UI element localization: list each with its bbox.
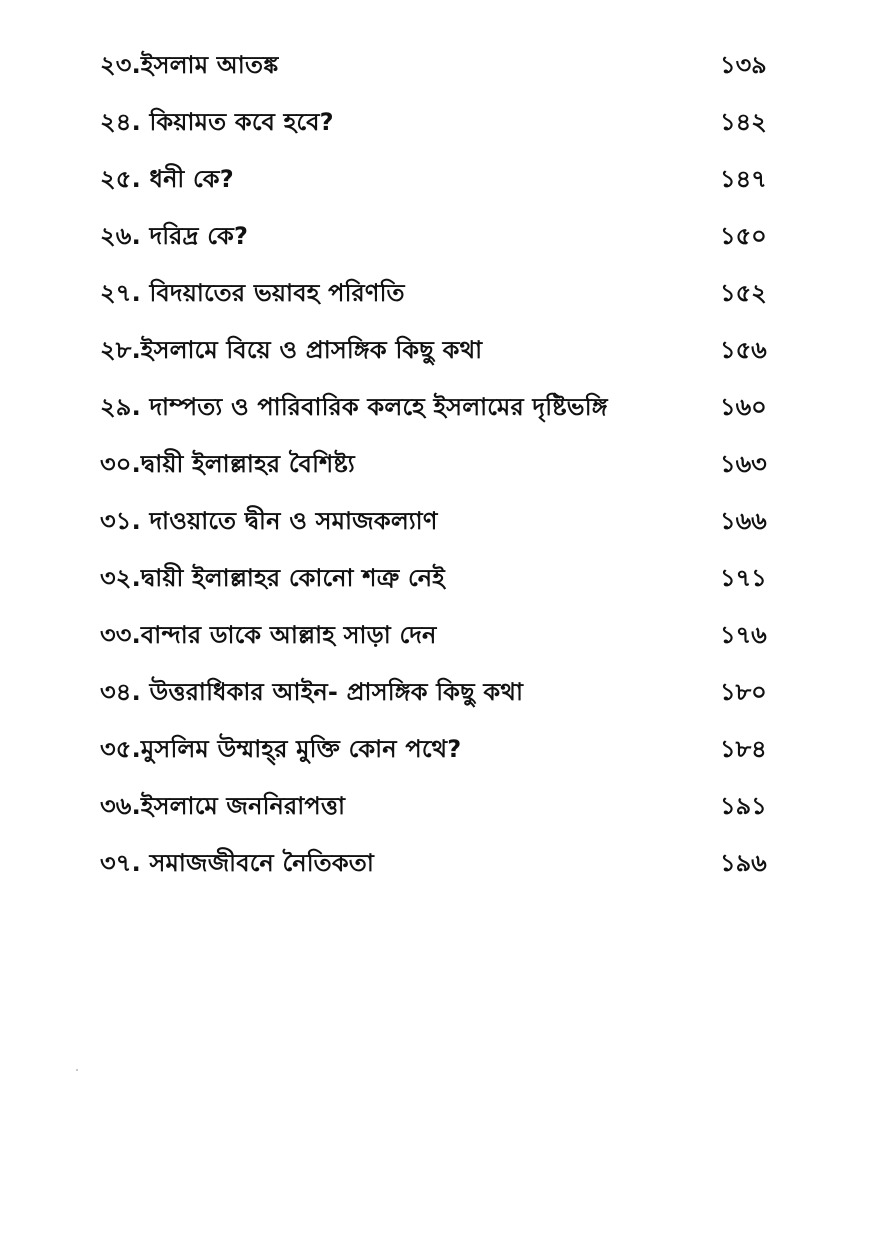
toc-entry-page: ১৩৯ xyxy=(720,50,767,79)
toc-entry-page: ১৬৬ xyxy=(720,506,767,535)
toc-entry-page: ১৬০ xyxy=(720,392,767,421)
toc-entry-title: ২৪. কিয়ামত কবে হবে? xyxy=(100,107,334,136)
toc-entry xyxy=(100,152,780,209)
toc-entry-page: ১৬৩ xyxy=(720,449,767,478)
toc-entry-page: ১৫২ xyxy=(720,278,767,307)
toc-entry-title: ২৭. বিদয়াতের ভয়াবহ পরিণতি xyxy=(100,278,405,307)
toc-entry-title: ৩৩.বান্দার ডাকে আল্লাহ সাড়া দেন xyxy=(100,620,437,649)
toc-entry xyxy=(100,95,780,152)
toc-entry-title: ৩১. দাওয়াতে দ্বীন ও সমাজকল্যাণ xyxy=(100,506,438,535)
toc-entry-page: ১৪৭ xyxy=(720,164,767,193)
toc-entry-page: ১৭৬ xyxy=(720,620,767,649)
toc-entry xyxy=(100,665,780,722)
toc-entry-title: ২৬. দরিদ্র কে? xyxy=(100,221,249,250)
toc-entry xyxy=(100,779,780,836)
toc-entry-title: ৩৭. সমাজজীবনে নৈতিকতা xyxy=(100,848,374,877)
toc-entry-page: ১৯১ xyxy=(720,791,767,820)
toc-entry xyxy=(100,38,780,95)
toc-entry-title: ২৮.ইসলামে বিয়ে ও প্রাসঙ্গিক কিছু কথা xyxy=(100,335,483,364)
toc-entry-page: ১৫৬ xyxy=(720,335,767,364)
table-of-contents xyxy=(100,38,780,893)
toc-entry xyxy=(100,437,780,494)
toc-entry-page: ১৮৪ xyxy=(720,734,767,763)
toc-entry-title: ২৩.ইসলাম আতঙ্ক xyxy=(100,50,279,79)
scan-speck xyxy=(76,1069,78,1071)
toc-entry xyxy=(100,722,780,779)
toc-entry-page: ১৫০ xyxy=(720,221,767,250)
toc-entry-page: ১৮০ xyxy=(720,677,767,706)
toc-entry-page: ১৭১ xyxy=(720,563,767,592)
toc-entry-title: ৩৫.মুসলিম উম্মাহ্‌র মুক্তি কোন পথে? xyxy=(100,734,462,763)
toc-entry xyxy=(100,836,780,893)
toc-entry-title: ২৯. দাম্পত্য ও পারিবারিক কলহে ইসলামের দৃষ্টিভঙ্গি xyxy=(100,392,608,421)
toc-entry-title: ৩২.দ্বায়ী ইলাল্লাহর কোনো শত্রু নেই xyxy=(100,563,445,592)
toc-entry xyxy=(100,266,780,323)
toc-entry-title: ৩০.দ্বায়ী ইলাল্লাহর বৈশিষ্ট্য xyxy=(100,449,355,478)
toc-entry-title: ৩৪. উত্তরাধিকার আইন- প্রাসঙ্গিক কিছু কথা xyxy=(100,677,524,706)
toc-entry-title: ৩৬.ইসলামে জননিরাপত্তা xyxy=(100,791,346,820)
toc-entry xyxy=(100,380,780,437)
toc-entry-title: ২৫. ধনী কে? xyxy=(100,164,234,193)
toc-entry-page: ১৪২ xyxy=(720,107,767,136)
toc-entry xyxy=(100,608,780,665)
toc-entry xyxy=(100,551,780,608)
toc-entry xyxy=(100,209,780,266)
toc-entry xyxy=(100,323,780,380)
toc-entry-page: ১৯৬ xyxy=(720,848,767,877)
toc-entry xyxy=(100,494,780,551)
